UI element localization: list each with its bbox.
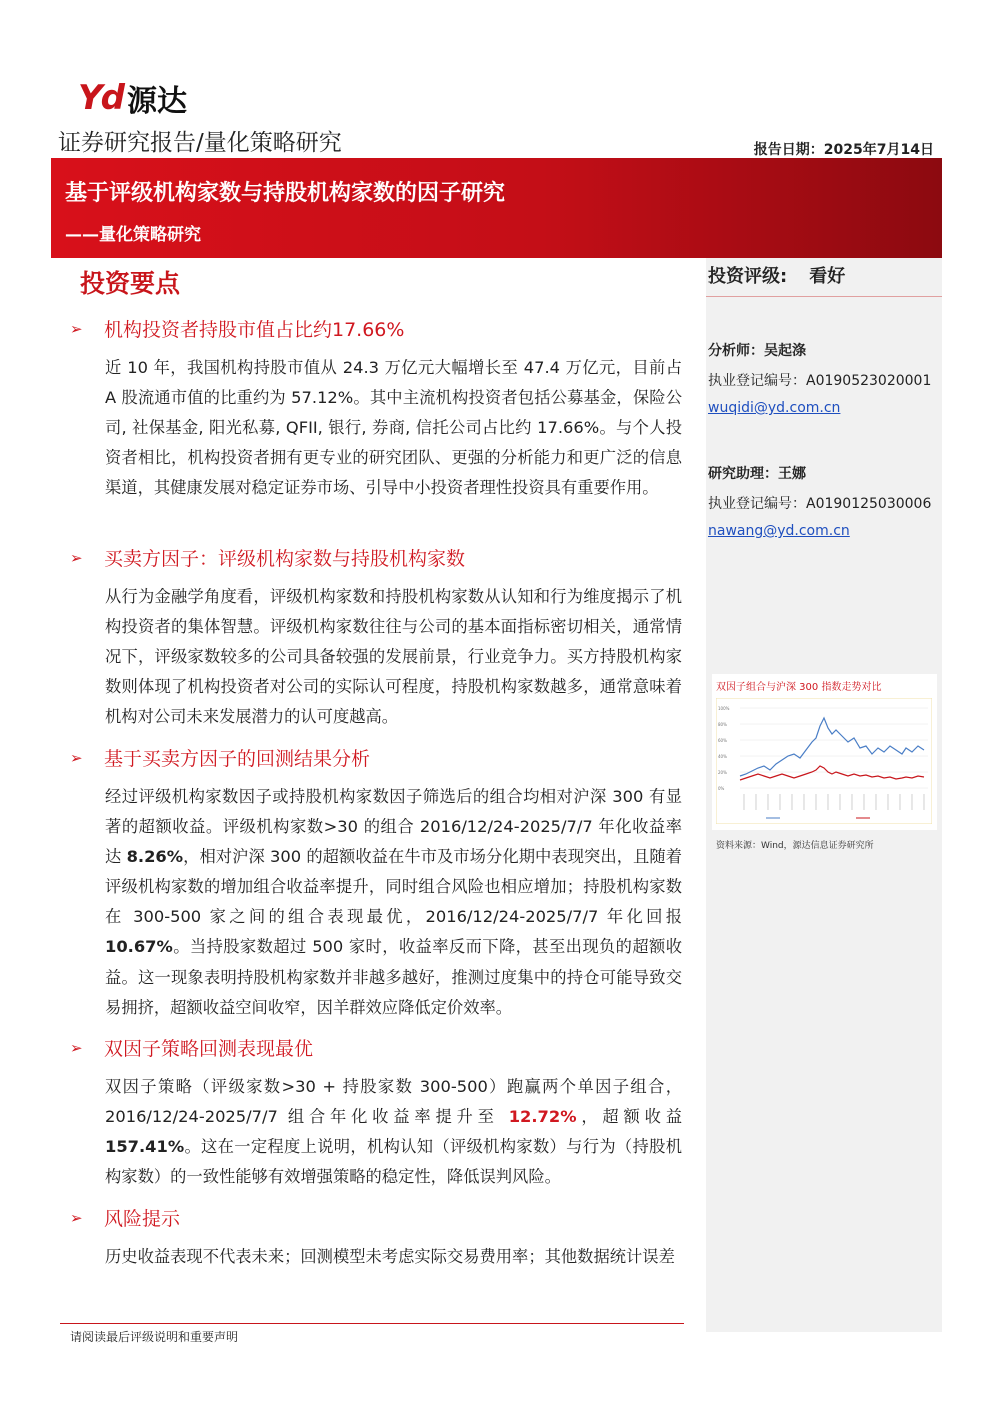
report-subtitle: ——量化策略研究 — [65, 225, 201, 245]
point-paragraph-5: 历史收益表现不代表未来；回测模型未考虑实际交易费用率；其他数据统计误差 — [105, 1247, 675, 1266]
analyst-name: 分析师：吴起涤 — [708, 343, 806, 359]
point-paragraph-2: 从行为金融学角度看，评级机构家数和持股机构家数从认知和行为维度揭示了机构投资者的集体智慧。评级机构家数往往与公司的基本面指标密切相关，通常情况下，评级家数较多的公司具备较强的发展前景，行业竞争力。买方持股机构家数则体现了机构投资者对公司的实际认可程度，持股机构家数越多，通常意味着机构对公司未来发展潜力的认可度越高。 — [105, 587, 682, 727]
rating-divider — [706, 296, 942, 297]
chart-source: 资料来源：Wind，源达信息证券研究所 — [716, 841, 874, 851]
svg-text:0%: 0% — [718, 786, 725, 791]
svg-text:80%: 80% — [718, 722, 727, 727]
point-paragraph-4 — [105, 1072, 682, 1192]
footer-divider — [60, 1323, 684, 1324]
rating-label: 投资评级: — [708, 266, 788, 287]
paragraph-text: ，超额收益 — [576, 1107, 682, 1127]
investment-rating — [708, 262, 845, 288]
paragraph-text: 经过评级机构家数因子或持股机构家数因子筛选后的组合均相对沪深 300 有显著的超额收益。评级机构家数>30 的组合 2016/12/24-2025/7/7 年化收益率达 — [105, 787, 682, 867]
rating-value: 看好 — [809, 266, 846, 287]
logo-text: 源达 — [126, 84, 187, 119]
report-category: 证券研究报告/量化策略研究 — [58, 130, 342, 156]
point-title: 机构投资者持股市值占比约17.66% — [104, 319, 405, 341]
point-heading-5 — [70, 1204, 180, 1231]
arrow-bullet-icon: ➢ — [70, 548, 83, 567]
svg-text:20%: 20% — [718, 770, 727, 775]
svg-text:60%: 60% — [718, 738, 727, 743]
report-date: 报告日期：2025年7月14日 — [753, 142, 934, 158]
analyst-registration: 执业登记编号：A0190523020001 — [708, 373, 932, 389]
point-heading-1 — [70, 315, 404, 342]
paragraph-text: 。这在一定程度上说明，机构认知（评级机构家数）与行为（持股机构家数）的一致性能够有效增强策略的稳定性，降低误判风险。 — [105, 1137, 682, 1187]
point-paragraph-1: 近 10 年，我国机构持股市值从 24.3 万亿元大幅增长至 47.4 万亿元，目前占 A 股流通市值的比重约为 57.12%。其中主流机构投资者包括公募基金，保险公司, 社保基金, 阳光私募, QFII, 银行, 券商, 信托公司占比约 17.66%。与个人投资者相比，机构投资者拥有更专业的研究团队、更强的分析能力和更广泛的信息渠道，其健康发展对稳定证券市场、引导中小投资者理性投资具有重要作用。 — [105, 358, 682, 498]
company-logo — [78, 76, 187, 120]
point-title: 双因子策略回测表现最优 — [104, 1038, 314, 1060]
footer-disclaimer: 请阅读最后评级说明和重要声明 — [70, 1330, 239, 1344]
point-heading-3 — [70, 744, 370, 771]
logo-mark: Yd — [78, 78, 123, 118]
svg-text:40%: 40% — [718, 754, 727, 759]
point-title: 买卖方因子：评级机构家数与持股机构家数 — [104, 548, 466, 570]
analyst-email-link[interactable]: wuqidi@yd.com.cn — [708, 400, 841, 416]
point-title: 风险提示 — [104, 1208, 181, 1230]
paragraph-text: 。当持股家数超过 500 家时，收益率反而下降，甚至出现负的超额收益。这一现象表明持股机构家数并非越多越好，推测过度集中的持仓可能导致交易拥挤，超额收益空间收窄，因羊群效应降低定价效率。 — [105, 937, 682, 1017]
return-rate-highlight: 8.26% — [126, 847, 184, 867]
section-title: 投资要点 — [80, 269, 181, 298]
svg-text:100%: 100% — [718, 706, 730, 711]
title-banner — [51, 158, 942, 258]
arrow-bullet-icon: ➢ — [70, 748, 83, 767]
comparison-chart-figure — [712, 674, 937, 830]
point-title: 基于买卖方因子的回测结果分析 — [104, 748, 371, 770]
comparison-chart-thumbnail — [716, 698, 932, 824]
return-rate-highlight: 12.72% — [508, 1107, 577, 1127]
arrow-bullet-icon: ➢ — [70, 1038, 83, 1057]
point-heading-4 — [70, 1034, 313, 1061]
arrow-bullet-icon: ➢ — [70, 319, 83, 338]
paragraph-text: 双因子策略（评级家数>30 + 持股家数 300-500）跑赢两个单因子组合，2016/12/24-2025/7/7 组合年化收益率提升至 — [105, 1077, 682, 1127]
assistant-registration: 执业登记编号：A0190125030006 — [708, 496, 932, 512]
report-title: 基于评级机构家数与持股机构家数的因子研究 — [65, 181, 506, 206]
assistant-name: 研究助理：王娜 — [708, 466, 806, 482]
point-heading-2 — [70, 544, 465, 571]
arrow-bullet-icon: ➢ — [70, 1208, 83, 1227]
point-paragraph-3 — [105, 782, 682, 1023]
chart-title: 双因子组合与沪深 300 指数走势对比 — [716, 682, 882, 693]
paragraph-text: ，相对沪深 300 的超额收益在牛市及市场分化期中表现突出，且随着评级机构家数的增加组合收益率提升，同时组合风险也相应增加；持股机构家数在 300-500 家之间的组合表现最优，2016/12/24-2025/7/7 年化回报 — [105, 847, 682, 927]
return-rate-highlight: 10.67% — [105, 937, 173, 957]
excess-return-highlight: 157.41% — [105, 1137, 185, 1157]
assistant-email-link[interactable]: nawang@yd.com.cn — [708, 523, 850, 539]
